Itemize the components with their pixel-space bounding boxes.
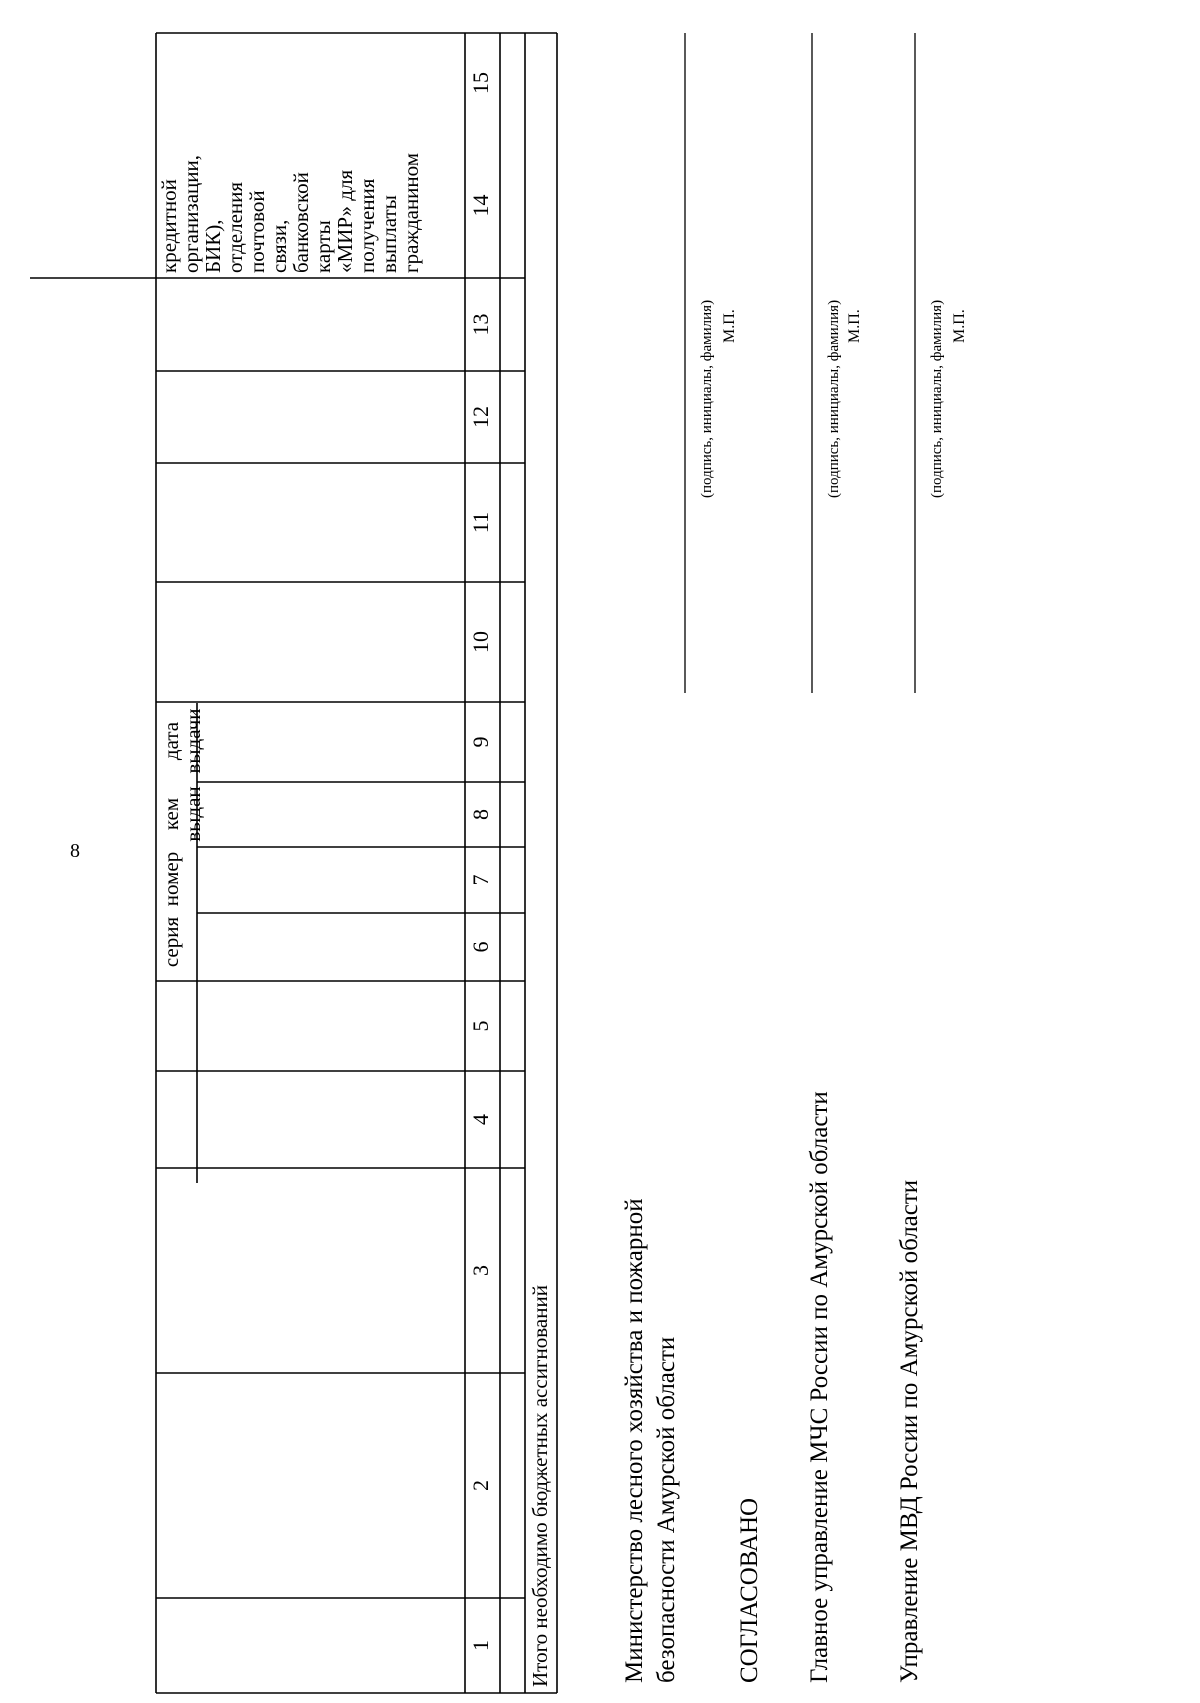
header-col8 xyxy=(160,785,204,843)
header-col14-line6: связи, xyxy=(267,219,291,273)
header-col9 xyxy=(160,705,204,777)
header-col14-line5: почтовой xyxy=(245,190,269,273)
column-separators xyxy=(156,33,557,1693)
header-col14-line12: гражданином xyxy=(399,152,423,273)
stamp-ministry: М.П. xyxy=(721,309,738,343)
column-number: 12 xyxy=(468,406,493,428)
ministry-line1: Министерство лесного хозяйства и пожарной xyxy=(621,1198,648,1683)
header-col8-line1: кем xyxy=(159,797,183,831)
header-col7: номер xyxy=(159,851,183,907)
column-number: 2 xyxy=(468,1480,493,1491)
column-number: 8 xyxy=(468,809,493,820)
header-col9-line2: выдачи xyxy=(181,708,205,774)
stamp-mchs: М.П. xyxy=(846,309,863,343)
header-col8-line2: выдан xyxy=(181,786,205,842)
header-col14-line1: кредитной xyxy=(157,179,181,273)
header-col14-line3: БИК), xyxy=(201,219,225,273)
column-number: 4 xyxy=(468,1114,493,1125)
stamp-mvd: М.П. xyxy=(951,309,968,343)
header-col14-line7: банковской xyxy=(289,172,313,273)
column-number: 3 xyxy=(468,1265,493,1276)
column-number: 9 xyxy=(468,736,493,748)
column-number: 6 xyxy=(468,941,493,953)
column-number: 14 xyxy=(468,194,493,217)
agreed-heading: СОГЛАСОВАНО xyxy=(736,1497,763,1683)
column-number: 7 xyxy=(468,874,493,886)
header-col14-line11: выплаты xyxy=(377,195,401,273)
page-number: 8 xyxy=(70,840,80,862)
mchs-label: Главное управление МЧС России по Амурской области xyxy=(806,1091,833,1683)
header-col14-line8: карты xyxy=(311,220,335,273)
column-number: 5 xyxy=(468,1020,493,1032)
signature-hint-mvd: (подпись, инициалы, фамилия) xyxy=(929,299,945,498)
signature-hint-mchs: (подпись, инициалы, фамилия) xyxy=(826,299,842,498)
column-number: 13 xyxy=(468,313,493,336)
header-col14-line4: отделения xyxy=(223,181,247,273)
column-number: 10 xyxy=(468,631,493,653)
column-number: 11 xyxy=(468,511,493,534)
header-col9-line1: дата xyxy=(159,721,183,761)
signature-hint-ministry: (подпись, инициалы, фамилия) xyxy=(699,299,715,498)
header-col6: серия xyxy=(159,916,183,968)
header-col14-line9: «МИР» для xyxy=(333,169,357,273)
column-number: 1 xyxy=(468,1640,493,1651)
header-col14 xyxy=(158,33,422,273)
total-row-label: Итого необходимо бюджетных ассигнований xyxy=(528,1285,552,1687)
header-col14-line10: получения xyxy=(355,178,379,273)
mvd-label: Управление МВД России по Амурской области xyxy=(896,1179,923,1683)
header-col14-line2: организации, xyxy=(179,155,203,273)
column-number: 15 xyxy=(468,72,493,94)
ministry-line2: безопасности Амурской области xyxy=(653,1336,680,1683)
